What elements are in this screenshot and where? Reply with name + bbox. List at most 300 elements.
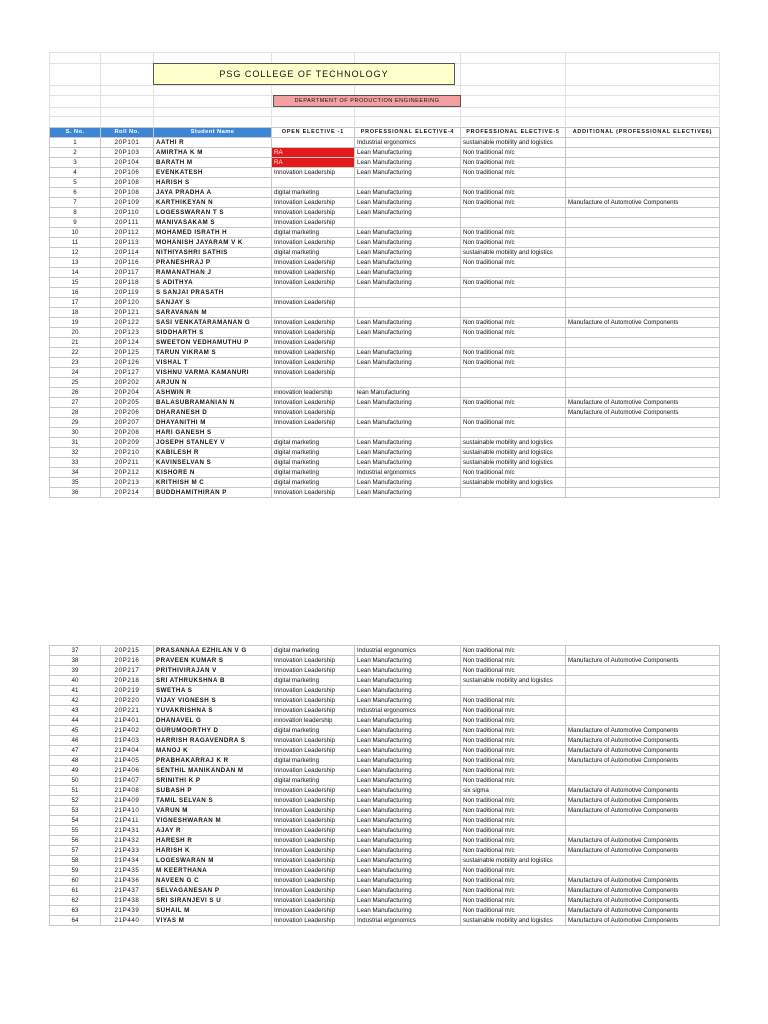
- cell-open-elective-1[interactable]: Innovation Leadership: [272, 238, 355, 248]
- cell-roll-no[interactable]: 20P207: [101, 418, 154, 428]
- cell-professional-elective-4[interactable]: Lean Manufacturing: [355, 816, 461, 826]
- cell-open-elective-1[interactable]: Innovation Leadership: [272, 198, 355, 208]
- cell-additional-elective[interactable]: [566, 816, 720, 826]
- cell-sno[interactable]: 16: [50, 288, 101, 298]
- cell-student-name[interactable]: HARRISH RAGAVENDRA S: [154, 736, 272, 746]
- cell-professional-elective-4[interactable]: Lean Manufacturing: [355, 676, 461, 686]
- cell-professional-elective-4[interactable]: Industrial ergonomics: [355, 916, 461, 926]
- cell-sno[interactable]: 21: [50, 338, 101, 348]
- cell-additional-elective[interactable]: Manufacture of Automotive Components: [566, 886, 720, 896]
- cell-open-elective-1[interactable]: Innovation Leadership: [272, 368, 355, 378]
- cell-sno[interactable]: 59: [50, 866, 101, 876]
- cell-professional-elective-5[interactable]: Non traditional m/c: [461, 886, 566, 896]
- cell-additional-elective[interactable]: [566, 706, 720, 716]
- cell-student-name[interactable]: GURUMOORTHY D: [154, 726, 272, 736]
- cell-student-name[interactable]: MANOJ K: [154, 746, 272, 756]
- cell-roll-no[interactable]: 21P433: [101, 846, 154, 856]
- cell-professional-elective-4[interactable]: Lean Manufacturing: [355, 686, 461, 696]
- cell-sno[interactable]: 51: [50, 786, 101, 796]
- cell-student-name[interactable]: KISHORE N: [154, 468, 272, 478]
- cell-additional-elective[interactable]: [566, 338, 720, 348]
- cell-student-name[interactable]: SWETHA S: [154, 686, 272, 696]
- cell-roll-no[interactable]: 21P402: [101, 726, 154, 736]
- cell-additional-elective[interactable]: Manufacture of Automotive Components: [566, 836, 720, 846]
- cell-professional-elective-5[interactable]: Non traditional m/c: [461, 318, 566, 328]
- cell-roll-no[interactable]: 20P214: [101, 488, 154, 498]
- cell-professional-elective-4[interactable]: Lean Manufacturing: [355, 846, 461, 856]
- cell-roll-no[interactable]: 20P204: [101, 388, 154, 398]
- cell-roll-no[interactable]: 20P109: [101, 198, 154, 208]
- cell-roll-no[interactable]: 20P220: [101, 696, 154, 706]
- cell-professional-elective-4[interactable]: [355, 178, 461, 188]
- cell-roll-no[interactable]: 20P127: [101, 368, 154, 378]
- cell-student-name[interactable]: NITHIYASHRI SATHIS: [154, 248, 272, 258]
- cell-additional-elective[interactable]: [566, 866, 720, 876]
- cell-additional-elective[interactable]: [566, 458, 720, 468]
- cell-professional-elective-4[interactable]: Lean Manufacturing: [355, 158, 461, 168]
- cell-open-elective-1[interactable]: innovation leadership: [272, 388, 355, 398]
- cell-sno[interactable]: 50: [50, 776, 101, 786]
- cell-sno[interactable]: 48: [50, 756, 101, 766]
- cell-student-name[interactable]: HARI GANESH S: [154, 428, 272, 438]
- cell-sno[interactable]: 4: [50, 168, 101, 178]
- cell-professional-elective-5[interactable]: Non traditional m/c: [461, 666, 566, 676]
- cell-additional-elective[interactable]: [566, 178, 720, 188]
- cell-sno[interactable]: 17: [50, 298, 101, 308]
- cell-additional-elective[interactable]: [566, 448, 720, 458]
- cell-professional-elective-4[interactable]: Lean Manufacturing: [355, 318, 461, 328]
- cell-open-elective-1[interactable]: Innovation Leadership: [272, 418, 355, 428]
- cell-student-name[interactable]: SRI ATHRUKSHNA B: [154, 676, 272, 686]
- cell-professional-elective-5[interactable]: sustainable mobility and logistics: [461, 438, 566, 448]
- cell-sno[interactable]: 18: [50, 308, 101, 318]
- cell-professional-elective-4[interactable]: Lean Manufacturing: [355, 726, 461, 736]
- cell-student-name[interactable]: MANIVASAKAM S: [154, 218, 272, 228]
- cell-roll-no[interactable]: 20P206: [101, 408, 154, 418]
- cell-open-elective-1[interactable]: [272, 378, 355, 388]
- cell-additional-elective[interactable]: Manufacture of Automotive Components: [566, 408, 720, 418]
- cell-additional-elective[interactable]: [566, 158, 720, 168]
- cell-professional-elective-5[interactable]: sustainable mobility and logistics: [461, 478, 566, 488]
- cell-additional-elective[interactable]: Manufacture of Automotive Components: [566, 318, 720, 328]
- cell-sno[interactable]: 30: [50, 428, 101, 438]
- cell-open-elective-1[interactable]: Innovation Leadership: [272, 278, 355, 288]
- cell-roll-no[interactable]: 20P106: [101, 168, 154, 178]
- cell-professional-elective-5[interactable]: Non traditional m/c: [461, 836, 566, 846]
- cell-open-elective-1[interactable]: [272, 288, 355, 298]
- cell-professional-elective-4[interactable]: Lean Manufacturing: [355, 228, 461, 238]
- cell-student-name[interactable]: SELVAGANESAN P: [154, 886, 272, 896]
- cell-professional-elective-4[interactable]: Lean Manufacturing: [355, 488, 461, 498]
- cell-roll-no[interactable]: 21P440: [101, 916, 154, 926]
- cell-student-name[interactable]: PRAVEEN KUMAR S: [154, 656, 272, 666]
- cell-roll-no[interactable]: 20P112: [101, 228, 154, 238]
- cell-professional-elective-4[interactable]: Lean Manufacturing: [355, 876, 461, 886]
- cell-additional-elective[interactable]: Manufacture of Automotive Components: [566, 736, 720, 746]
- cell-roll-no[interactable]: 20P101: [101, 138, 154, 148]
- cell-sno[interactable]: 1: [50, 138, 101, 148]
- cell-professional-elective-4[interactable]: Lean Manufacturing: [355, 826, 461, 836]
- cell-sno[interactable]: 37: [50, 646, 101, 656]
- cell-student-name[interactable]: MOHAMED ISRATH H: [154, 228, 272, 238]
- cell-professional-elective-4[interactable]: Lean Manufacturing: [355, 736, 461, 746]
- cell-professional-elective-5[interactable]: [461, 686, 566, 696]
- cell-open-elective-1[interactable]: Innovation Leadership: [272, 916, 355, 926]
- cell-roll-no[interactable]: 20P219: [101, 686, 154, 696]
- cell-open-elective-1[interactable]: [272, 138, 355, 148]
- cell-professional-elective-5[interactable]: Non traditional m/c: [461, 716, 566, 726]
- cell-sno[interactable]: 22: [50, 348, 101, 358]
- cell-sno[interactable]: 45: [50, 726, 101, 736]
- cell-additional-elective[interactable]: [566, 258, 720, 268]
- cell-open-elective-1[interactable]: digital marketing: [272, 478, 355, 488]
- cell-roll-no[interactable]: 20P202: [101, 378, 154, 388]
- cell-roll-no[interactable]: 20P117: [101, 268, 154, 278]
- cell-roll-no[interactable]: 21P432: [101, 836, 154, 846]
- cell-student-name[interactable]: LOGESSWARAN T S: [154, 208, 272, 218]
- cell-professional-elective-4[interactable]: Lean Manufacturing: [355, 278, 461, 288]
- cell-student-name[interactable]: BARATH M: [154, 158, 272, 168]
- cell-sno[interactable]: 2: [50, 148, 101, 158]
- cell-professional-elective-5[interactable]: sustainable mobility and logistics: [461, 448, 566, 458]
- cell-sno[interactable]: 25: [50, 378, 101, 388]
- cell-student-name[interactable]: JOSEPH STANLEY V: [154, 438, 272, 448]
- cell-professional-elective-4[interactable]: Lean Manufacturing: [355, 358, 461, 368]
- cell-additional-elective[interactable]: Manufacture of Automotive Components: [566, 786, 720, 796]
- cell-professional-elective-4[interactable]: Lean Manufacturing: [355, 268, 461, 278]
- cell-professional-elective-4[interactable]: Lean Manufacturing: [355, 806, 461, 816]
- cell-professional-elective-4[interactable]: [355, 298, 461, 308]
- cell-professional-elective-5[interactable]: sustainable mobility and logistics: [461, 138, 566, 148]
- cell-professional-elective-4[interactable]: Lean Manufacturing: [355, 896, 461, 906]
- cell-additional-elective[interactable]: [566, 278, 720, 288]
- cell-professional-elective-4[interactable]: Lean Manufacturing: [355, 458, 461, 468]
- cell-student-name[interactable]: VARUN M: [154, 806, 272, 816]
- cell-open-elective-1[interactable]: innovation leadership: [272, 716, 355, 726]
- cell-student-name[interactable]: SUHAIL M: [154, 906, 272, 916]
- cell-additional-elective[interactable]: [566, 348, 720, 358]
- cell-student-name[interactable]: DHARANESH D: [154, 408, 272, 418]
- cell-professional-elective-4[interactable]: [355, 428, 461, 438]
- cell-professional-elective-5[interactable]: [461, 388, 566, 398]
- cell-sno[interactable]: 61: [50, 886, 101, 896]
- cell-additional-elective[interactable]: Manufacture of Automotive Components: [566, 746, 720, 756]
- cell-open-elective-1[interactable]: [272, 308, 355, 318]
- cell-sno[interactable]: 57: [50, 846, 101, 856]
- cell-sno[interactable]: 63: [50, 906, 101, 916]
- cell-open-elective-1[interactable]: digital marketing: [272, 448, 355, 458]
- cell-open-elective-1[interactable]: Innovation Leadership: [272, 706, 355, 716]
- cell-professional-elective-4[interactable]: Lean Manufacturing: [355, 796, 461, 806]
- cell-additional-elective[interactable]: [566, 646, 720, 656]
- cell-open-elective-1[interactable]: Innovation Leadership: [272, 886, 355, 896]
- cell-additional-elective[interactable]: [566, 268, 720, 278]
- cell-professional-elective-5[interactable]: sustainable mobility and logistics: [461, 676, 566, 686]
- cell-open-elective-1[interactable]: Innovation Leadership: [272, 906, 355, 916]
- cell-roll-no[interactable]: 20P103: [101, 148, 154, 158]
- cell-student-name[interactable]: DHANAVEL G: [154, 716, 272, 726]
- cell-sno[interactable]: 23: [50, 358, 101, 368]
- cell-additional-elective[interactable]: [566, 676, 720, 686]
- cell-additional-elective[interactable]: [566, 308, 720, 318]
- cell-student-name[interactable]: HARISH S: [154, 178, 272, 188]
- cell-additional-elective[interactable]: [566, 368, 720, 378]
- cell-professional-elective-4[interactable]: Lean Manufacturing: [355, 866, 461, 876]
- cell-sno[interactable]: 11: [50, 238, 101, 248]
- cell-professional-elective-5[interactable]: Non traditional m/c: [461, 726, 566, 736]
- cell-student-name[interactable]: DHAYANITHI M: [154, 418, 272, 428]
- cell-professional-elective-4[interactable]: Lean Manufacturing: [355, 198, 461, 208]
- cell-open-elective-1[interactable]: Innovation Leadership: [272, 896, 355, 906]
- cell-professional-elective-4[interactable]: Lean Manufacturing: [355, 666, 461, 676]
- cell-roll-no[interactable]: 20P108: [101, 188, 154, 198]
- cell-professional-elective-5[interactable]: [461, 298, 566, 308]
- cell-sno[interactable]: 27: [50, 398, 101, 408]
- cell-open-elective-1[interactable]: [272, 178, 355, 188]
- cell-roll-no[interactable]: 20P118: [101, 278, 154, 288]
- cell-professional-elective-4[interactable]: Lean Manufacturing: [355, 766, 461, 776]
- cell-professional-elective-5[interactable]: Non traditional m/c: [461, 816, 566, 826]
- cell-sno[interactable]: 5: [50, 178, 101, 188]
- cell-additional-elective[interactable]: [566, 716, 720, 726]
- cell-sno[interactable]: 56: [50, 836, 101, 846]
- cell-student-name[interactable]: VIJAY VIGNESH S: [154, 696, 272, 706]
- cell-professional-elective-4[interactable]: Lean Manufacturing: [355, 418, 461, 428]
- cell-professional-elective-5[interactable]: Non traditional m/c: [461, 736, 566, 746]
- cell-open-elective-1[interactable]: digital marketing: [272, 726, 355, 736]
- cell-sno[interactable]: 28: [50, 408, 101, 418]
- cell-professional-elective-5[interactable]: sustainable mobility and logistics: [461, 856, 566, 866]
- cell-open-elective-1[interactable]: Innovation Leadership: [272, 168, 355, 178]
- cell-additional-elective[interactable]: [566, 168, 720, 178]
- cell-sno[interactable]: 58: [50, 856, 101, 866]
- cell-student-name[interactable]: BALASUBRAMANIAN N: [154, 398, 272, 408]
- cell-professional-elective-4[interactable]: Lean Manufacturing: [355, 776, 461, 786]
- cell-additional-elective[interactable]: [566, 418, 720, 428]
- cell-sno[interactable]: 7: [50, 198, 101, 208]
- cell-open-elective-1[interactable]: Innovation Leadership: [272, 826, 355, 836]
- cell-student-name[interactable]: KAVINSELVAN S: [154, 458, 272, 468]
- cell-additional-elective[interactable]: [566, 248, 720, 258]
- cell-sno[interactable]: 24: [50, 368, 101, 378]
- cell-roll-no[interactable]: 20P114: [101, 248, 154, 258]
- cell-sno[interactable]: 13: [50, 258, 101, 268]
- cell-professional-elective-5[interactable]: Non traditional m/c: [461, 656, 566, 666]
- cell-sno[interactable]: 12: [50, 248, 101, 258]
- cell-student-name[interactable]: HARISH K: [154, 846, 272, 856]
- cell-professional-elective-4[interactable]: [355, 218, 461, 228]
- cell-open-elective-1[interactable]: Innovation Leadership: [272, 786, 355, 796]
- cell-sno[interactable]: 3: [50, 158, 101, 168]
- cell-professional-elective-5[interactable]: Non traditional m/c: [461, 706, 566, 716]
- cell-professional-elective-4[interactable]: Lean Manufacturing: [355, 886, 461, 896]
- cell-professional-elective-4[interactable]: Lean Manufacturing: [355, 786, 461, 796]
- cell-student-name[interactable]: PRABHAKARRAJ K R: [154, 756, 272, 766]
- cell-professional-elective-5[interactable]: Non traditional m/c: [461, 418, 566, 428]
- cell-professional-elective-5[interactable]: [461, 208, 566, 218]
- cell-additional-elective[interactable]: Manufacture of Automotive Components: [566, 846, 720, 856]
- cell-student-name[interactable]: LOGESWARAN M: [154, 856, 272, 866]
- cell-professional-elective-4[interactable]: Lean Manufacturing: [355, 348, 461, 358]
- cell-student-name[interactable]: SASI VENKATARAMANAN G: [154, 318, 272, 328]
- cell-professional-elective-5[interactable]: Non traditional m/c: [461, 278, 566, 288]
- cell-student-name[interactable]: SANJAY S: [154, 298, 272, 308]
- cell-student-name[interactable]: VIGNESHWARAN M: [154, 816, 272, 826]
- cell-sno[interactable]: 43: [50, 706, 101, 716]
- cell-student-name[interactable]: KARTHIKEYAN N: [154, 198, 272, 208]
- cell-sno[interactable]: 35: [50, 478, 101, 488]
- cell-sno[interactable]: 33: [50, 458, 101, 468]
- cell-additional-elective[interactable]: [566, 378, 720, 388]
- cell-student-name[interactable]: VIYAS M: [154, 916, 272, 926]
- cell-professional-elective-4[interactable]: Lean Manufacturing: [355, 398, 461, 408]
- cell-roll-no[interactable]: 21P405: [101, 756, 154, 766]
- cell-roll-no[interactable]: 21P401: [101, 716, 154, 726]
- cell-additional-elective[interactable]: [566, 188, 720, 198]
- cell-roll-no[interactable]: 21P404: [101, 746, 154, 756]
- cell-student-name[interactable]: M KEERTHANA: [154, 866, 272, 876]
- cell-open-elective-1[interactable]: digital marketing: [272, 188, 355, 198]
- cell-student-name[interactable]: TAMIL SELVAN S: [154, 796, 272, 806]
- cell-student-name[interactable]: SARAVANAN M: [154, 308, 272, 318]
- cell-student-name[interactable]: TARUN VIKRAM S: [154, 348, 272, 358]
- cell-open-elective-1[interactable]: Innovation Leadership: [272, 258, 355, 268]
- cell-professional-elective-5[interactable]: [461, 288, 566, 298]
- cell-sno[interactable]: 6: [50, 188, 101, 198]
- cell-professional-elective-5[interactable]: [461, 368, 566, 378]
- cell-roll-no[interactable]: 20P217: [101, 666, 154, 676]
- cell-roll-no[interactable]: 21P437: [101, 886, 154, 896]
- cell-open-elective-1[interactable]: Innovation Leadership: [272, 876, 355, 886]
- cell-professional-elective-4[interactable]: Lean Manufacturing: [355, 856, 461, 866]
- cell-additional-elective[interactable]: [566, 696, 720, 706]
- cell-sno[interactable]: 26: [50, 388, 101, 398]
- cell-professional-elective-5[interactable]: Non traditional m/c: [461, 348, 566, 358]
- cell-student-name[interactable]: SRI SIRANJEVI S U: [154, 896, 272, 906]
- cell-professional-elective-5[interactable]: Non traditional m/c: [461, 468, 566, 478]
- cell-sno[interactable]: 15: [50, 278, 101, 288]
- cell-open-elective-1[interactable]: digital marketing: [272, 776, 355, 786]
- cell-open-elective-1[interactable]: Innovation Leadership: [272, 328, 355, 338]
- cell-sno[interactable]: 34: [50, 468, 101, 478]
- cell-additional-elective[interactable]: [566, 238, 720, 248]
- cell-additional-elective[interactable]: [566, 666, 720, 676]
- cell-professional-elective-5[interactable]: sustainable mobility and logistics: [461, 916, 566, 926]
- cell-open-elective-1[interactable]: digital marketing: [272, 438, 355, 448]
- cell-professional-elective-5[interactable]: Non traditional m/c: [461, 796, 566, 806]
- cell-sno[interactable]: 52: [50, 796, 101, 806]
- cell-professional-elective-5[interactable]: Non traditional m/c: [461, 328, 566, 338]
- cell-professional-elective-4[interactable]: [355, 308, 461, 318]
- cell-additional-elective[interactable]: [566, 218, 720, 228]
- cell-professional-elective-4[interactable]: [355, 288, 461, 298]
- cell-student-name[interactable]: SRINITHI K P: [154, 776, 272, 786]
- cell-additional-elective[interactable]: [566, 776, 720, 786]
- cell-professional-elective-4[interactable]: [355, 368, 461, 378]
- cell-open-elective-1[interactable]: Innovation Leadership: [272, 348, 355, 358]
- cell-student-name[interactable]: S SANJAI PRASATH: [154, 288, 272, 298]
- cell-professional-elective-4[interactable]: Industrial ergonomics: [355, 138, 461, 148]
- cell-additional-elective[interactable]: [566, 298, 720, 308]
- cell-roll-no[interactable]: 20P213: [101, 478, 154, 488]
- cell-open-elective-1[interactable]: Innovation Leadership: [272, 268, 355, 278]
- cell-student-name[interactable]: AMIRTHA K M: [154, 148, 272, 158]
- cell-student-name[interactable]: ARJUN N: [154, 378, 272, 388]
- cell-student-name[interactable]: AATHI R: [154, 138, 272, 148]
- cell-professional-elective-5[interactable]: Non traditional m/c: [461, 866, 566, 876]
- cell-open-elective-1[interactable]: RA: [272, 158, 355, 168]
- cell-sno[interactable]: 10: [50, 228, 101, 238]
- cell-student-name[interactable]: RAMANATHAN J: [154, 268, 272, 278]
- cell-professional-elective-5[interactable]: Non traditional m/c: [461, 398, 566, 408]
- cell-professional-elective-5[interactable]: Non traditional m/c: [461, 158, 566, 168]
- cell-sno[interactable]: 39: [50, 666, 101, 676]
- cell-additional-elective[interactable]: Manufacture of Automotive Components: [566, 756, 720, 766]
- cell-open-elective-1[interactable]: digital marketing: [272, 646, 355, 656]
- cell-open-elective-1[interactable]: Innovation Leadership: [272, 746, 355, 756]
- cell-open-elective-1[interactable]: Innovation Leadership: [272, 666, 355, 676]
- cell-professional-elective-5[interactable]: [461, 378, 566, 388]
- cell-additional-elective[interactable]: [566, 388, 720, 398]
- cell-open-elective-1[interactable]: Innovation Leadership: [272, 398, 355, 408]
- cell-roll-no[interactable]: 20P110: [101, 208, 154, 218]
- cell-sno[interactable]: 60: [50, 876, 101, 886]
- cell-open-elective-1[interactable]: Innovation Leadership: [272, 806, 355, 816]
- cell-roll-no[interactable]: 21P436: [101, 876, 154, 886]
- cell-student-name[interactable]: HARESH R: [154, 836, 272, 846]
- cell-student-name[interactable]: PRANESHRAJ P: [154, 258, 272, 268]
- cell-student-name[interactable]: S ADITHYA: [154, 278, 272, 288]
- cell-open-elective-1[interactable]: digital marketing: [272, 248, 355, 258]
- cell-student-name[interactable]: PRITHIVIRAJAN V: [154, 666, 272, 676]
- cell-sno[interactable]: 49: [50, 766, 101, 776]
- cell-open-elective-1[interactable]: Innovation Leadership: [272, 846, 355, 856]
- cell-professional-elective-5[interactable]: Non traditional m/c: [461, 148, 566, 158]
- cell-open-elective-1[interactable]: Innovation Leadership: [272, 338, 355, 348]
- cell-open-elective-1[interactable]: Innovation Leadership: [272, 836, 355, 846]
- cell-sno[interactable]: 53: [50, 806, 101, 816]
- cell-sno[interactable]: 9: [50, 218, 101, 228]
- cell-professional-elective-4[interactable]: Lean Manufacturing: [355, 716, 461, 726]
- cell-professional-elective-5[interactable]: [461, 268, 566, 278]
- cell-additional-elective[interactable]: [566, 208, 720, 218]
- cell-professional-elective-5[interactable]: Non traditional m/c: [461, 258, 566, 268]
- cell-sno[interactable]: 38: [50, 656, 101, 666]
- cell-roll-no[interactable]: 20P215: [101, 646, 154, 656]
- cell-sno[interactable]: 64: [50, 916, 101, 926]
- cell-professional-elective-5[interactable]: six sigma: [461, 786, 566, 796]
- cell-student-name[interactable]: KRITHISH M C: [154, 478, 272, 488]
- cell-professional-elective-5[interactable]: [461, 218, 566, 228]
- cell-professional-elective-5[interactable]: Non traditional m/c: [461, 646, 566, 656]
- cell-additional-elective[interactable]: Manufacture of Automotive Components: [566, 796, 720, 806]
- cell-student-name[interactable]: VISHNU VARMA KAMANURI: [154, 368, 272, 378]
- cell-professional-elective-4[interactable]: Lean Manufacturing: [355, 478, 461, 488]
- cell-sno[interactable]: 20: [50, 328, 101, 338]
- cell-roll-no[interactable]: 20P208: [101, 428, 154, 438]
- cell-professional-elective-4[interactable]: Lean Manufacturing: [355, 906, 461, 916]
- cell-professional-elective-5[interactable]: Non traditional m/c: [461, 358, 566, 368]
- cell-additional-elective[interactable]: [566, 686, 720, 696]
- cell-roll-no[interactable]: 20P108: [101, 178, 154, 188]
- cell-professional-elective-5[interactable]: [461, 488, 566, 498]
- cell-professional-elective-4[interactable]: lean Manufacturing: [355, 388, 461, 398]
- cell-roll-no[interactable]: 20P221: [101, 706, 154, 716]
- cell-roll-no[interactable]: 21P435: [101, 866, 154, 876]
- cell-professional-elective-4[interactable]: Industrial ergonomics: [355, 706, 461, 716]
- cell-professional-elective-4[interactable]: Lean Manufacturing: [355, 248, 461, 258]
- cell-roll-no[interactable]: 21P406: [101, 766, 154, 776]
